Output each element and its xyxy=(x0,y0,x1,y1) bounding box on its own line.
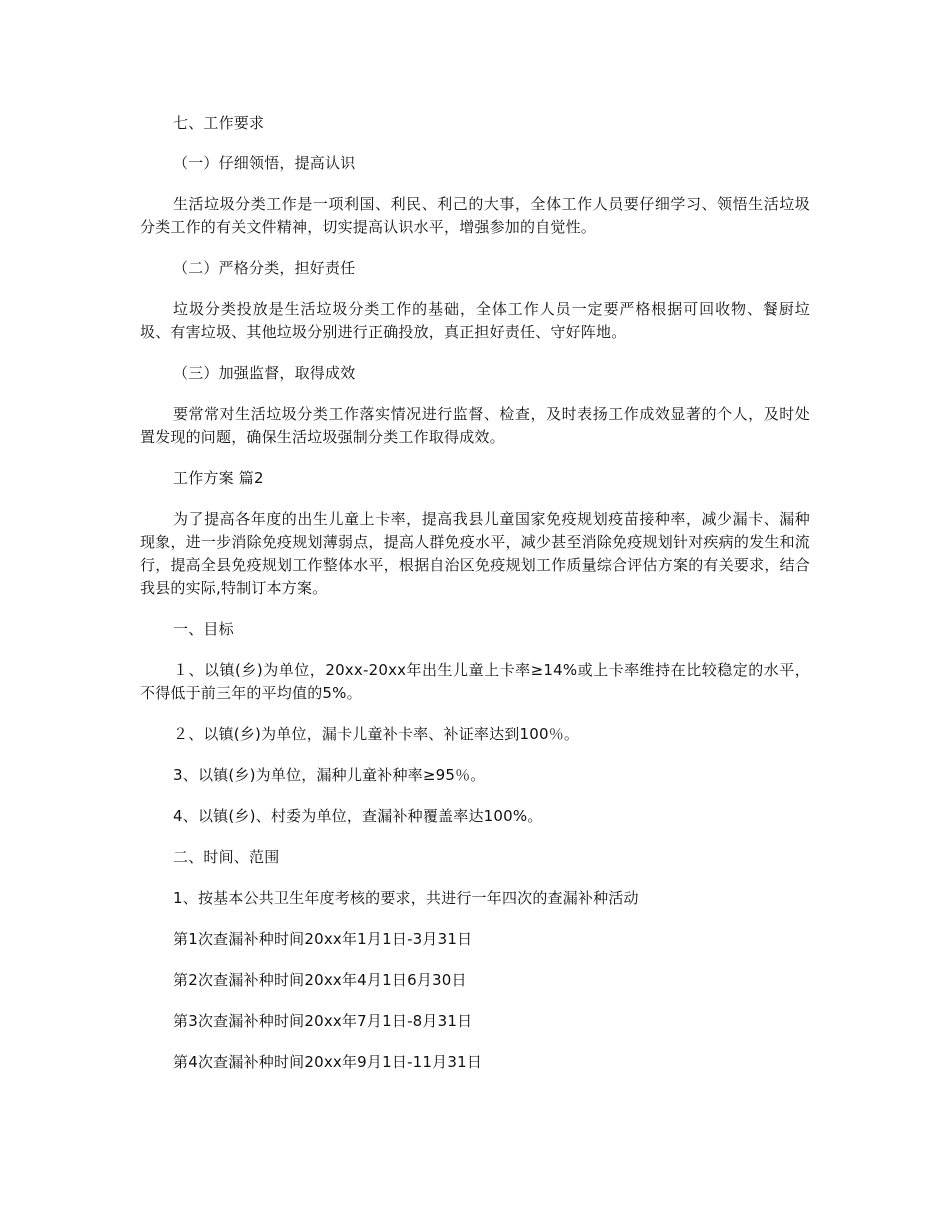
goal-item-4: 4、以镇(乡)、村委为单位，查漏补种覆盖率达100%。 xyxy=(173,807,543,825)
paragraph-plan-intro: 为了提高各年度的出生儿童上卡率，提高我县儿童国家免疫规划疫苗接种率，减少漏卡、漏种现象，进一步消除免疫规划薄弱点，提高人群免疫水平，减少甚至消除免疫规划针对疾病的发生和流行，提高全县免疫规划工作整体水平，根据自治区免疫规划工作质量综合评估方案的有关要求，结合我县的实际,特制订本方案。 xyxy=(140,510,810,597)
subheading-strict-classification: （二）严格分类，担好责任 xyxy=(173,259,356,277)
plan-title-2: 工作方案 篇2 xyxy=(173,469,264,487)
schedule-item-2: 第2次查漏补种时间20xx年4月1日6月30日 xyxy=(173,971,467,989)
subheading-supervision: （三）加强监督，取得成效 xyxy=(173,364,356,382)
paragraph-strict-classification-body: 垃圾分类投放是生活垃圾分类工作的基础，全体工作人员一定要严格根据可回收物、餐厨垃圾、有害垃圾、其他垃圾分别进行正确投放，真正担好责任、守好阵地。 xyxy=(140,300,810,341)
schedule-item-1: 第1次查漏补种时间20xx年1月1日-3月31日 xyxy=(173,930,473,948)
goal-item-2: ２、以镇(乡)为单位，漏卡儿童补卡率、补证率达到100％。 xyxy=(173,725,580,743)
section-heading-work-requirements: 七、工作要求 xyxy=(173,114,265,132)
section-heading-time-scope: 二、时间、范围 xyxy=(173,848,280,866)
goal-item-1: １、以镇(乡)为单位，20xx-20xx年出生儿童上卡率≥14%或上卡率维持在比较稳定的水平，不得低于前三年的平均值的5%。 xyxy=(140,661,810,702)
paragraph-understand-body: 生活垃圾分类工作是一项利国、利民、利己的大事，全体工作人员要仔细学习、领悟生活垃圾分类工作的有关文件精神，切实提高认识水平，增强参加的自觉性。 xyxy=(140,195,810,236)
time-scope-item-1: 1、按基本公共卫生年度考核的要求，共进行一年四次的查漏补种活动 xyxy=(173,889,639,907)
document-body xyxy=(140,112,810,1074)
goal-item-3: 3、以镇(乡)为单位，漏种儿童补种率≥95％。 xyxy=(173,766,486,784)
schedule-item-4: 第4次查漏补种时间20xx年9月1日-11月31日 xyxy=(173,1053,483,1071)
paragraph-supervision-body: 要常常对生活垃圾分类工作落实情况进行监督、检查，及时表扬工作成效显著的个人，及时处置发现的问题，确保生活垃圾强制分类工作取得成效。 xyxy=(140,405,810,446)
schedule-item-3: 第3次查漏补种时间20xx年7月1日-8月31日 xyxy=(173,1012,473,1030)
subheading-understand: （一）仔细领悟，提高认识 xyxy=(173,154,356,172)
section-heading-goals: 一、目标 xyxy=(173,620,234,638)
